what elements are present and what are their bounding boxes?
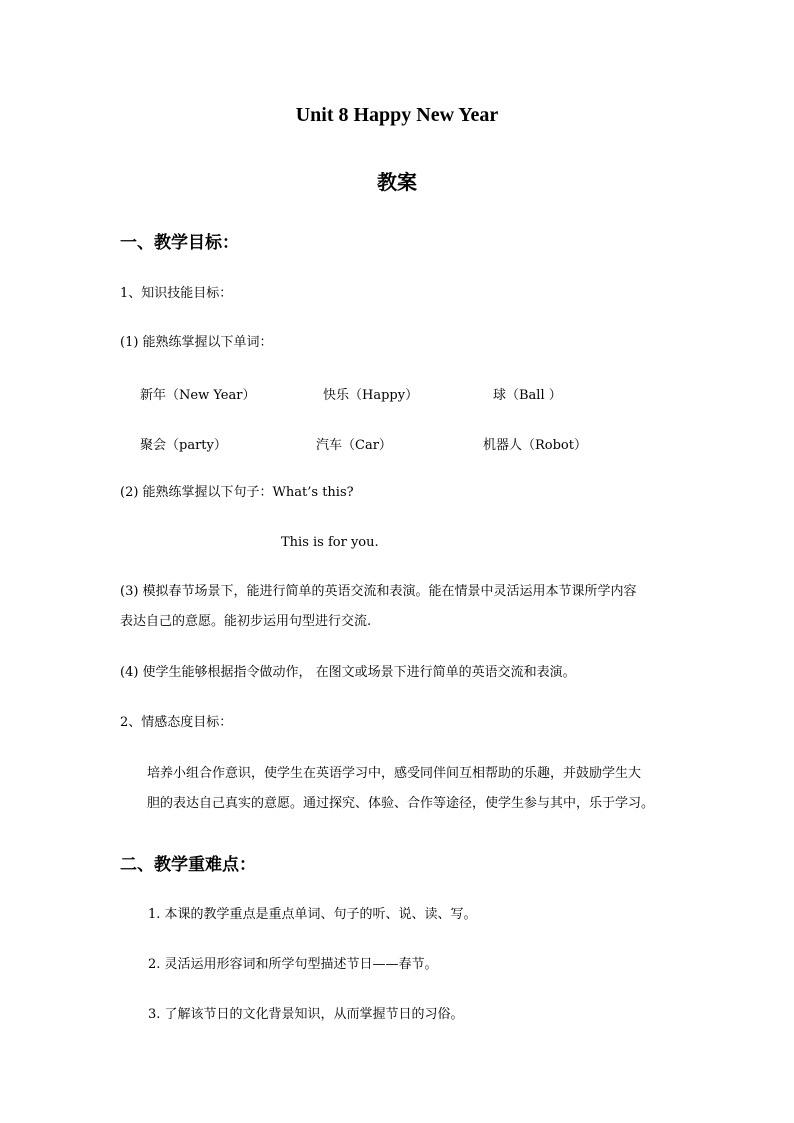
vocab-party: 聚会（party） <box>140 438 227 453</box>
vocab-robot: 机器人（Robot） <box>483 438 587 453</box>
vocab-car: 汽车（Car） <box>316 438 392 453</box>
document-subtitle: 教案 <box>377 170 417 194</box>
item-words: (1) 能熟练掌握以下单词： <box>120 335 273 350</box>
section-heading-goals: 一、教学目标： <box>120 233 239 253</box>
item-sentences-cont: This is for you. <box>281 535 379 550</box>
vocab-happy: 快乐（Happy） <box>323 388 419 403</box>
document-title: Unit 8 Happy New Year <box>295 104 499 126</box>
item-instructions: (4) 使学生能够根据指令做动作， 在图文或场景下进行简单的英语交流和表演。 <box>120 665 576 680</box>
vocab-new-year: 新年（New Year） <box>140 388 256 403</box>
goal-attitude-line2: 胆的表达自己真实的意愿。通过探究、体验、合作等途径，使学生参与其中，乐于学习。 <box>147 796 655 811</box>
goal-knowledge-label: 1、知识技能目标： <box>120 286 233 301</box>
vocab-ball: 球（Ball ） <box>493 388 562 403</box>
section-heading-keypoints: 二、教学重难点： <box>120 855 256 875</box>
goal-attitude-label: 2、情感态度目标： <box>120 715 233 730</box>
goal-attitude-line1: 培养小组合作意识，使学生在英语学习中，感受同伴间互相帮助的乐趣，并鼓励学生大 <box>147 766 642 781</box>
item-scene-line2: 表达自己的意愿。能初步运用句型进行交流. <box>120 614 372 629</box>
keypoint-3: 3. 了解该节日的文化背景知识，从而掌握节日的习俗。 <box>148 1007 464 1022</box>
keypoint-2: 2. 灵活运用形容词和所学句型描述节日——春节。 <box>148 957 438 972</box>
item-scene-line1: (3) 模拟春节场景下，能进行简单的英语交流和表演。能在情景中灵活运用本节课所学内容 <box>120 584 637 599</box>
item-sentences: (2) 能熟练掌握以下句子：What’s this? <box>120 485 354 500</box>
keypoint-1: 1. 本课的教学重点是重点单词、句子的听、说、读、写。 <box>148 907 477 922</box>
